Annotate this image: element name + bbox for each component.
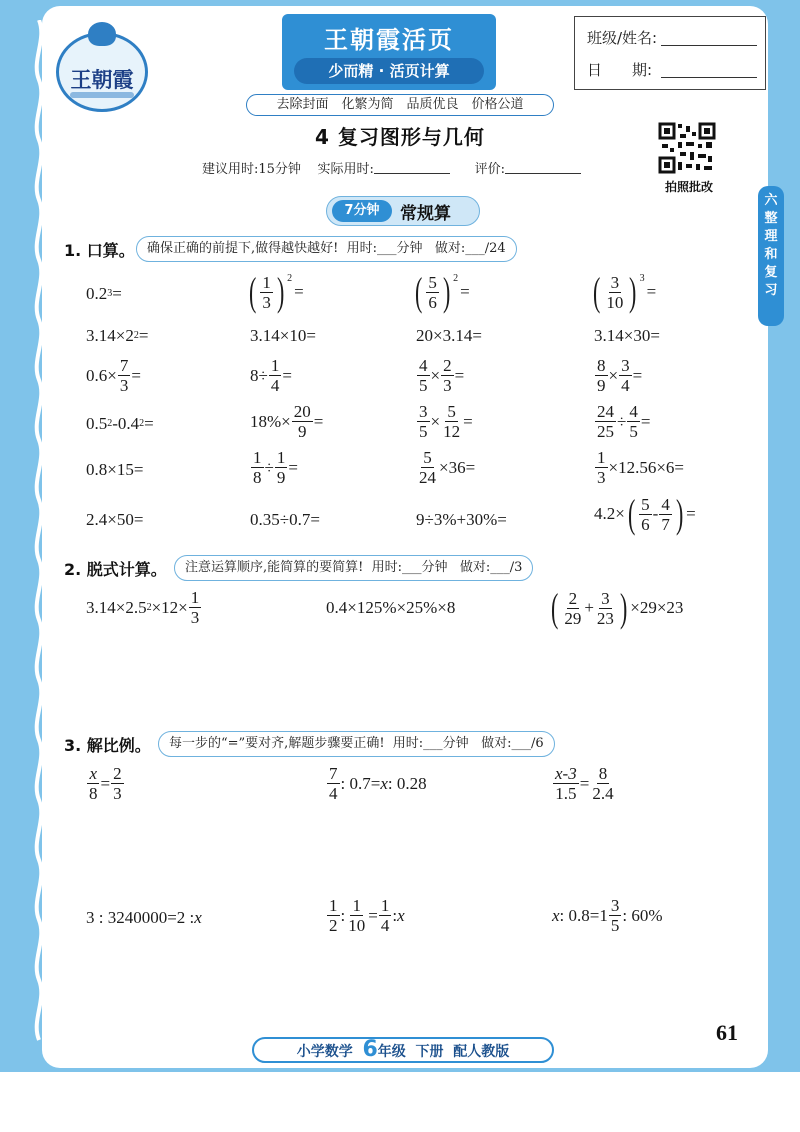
math-token: 4 (419, 356, 428, 375)
math-paren: ( (550, 585, 559, 630)
q1-item (86, 326, 148, 346)
math-token: 24 (597, 402, 614, 421)
q3-item (326, 896, 405, 935)
math-token: 0.2 (86, 284, 108, 303)
math-token: x (552, 905, 560, 925)
math-token (292, 402, 313, 441)
publisher-logo (56, 22, 148, 118)
math-token: = (288, 457, 298, 477)
math-token: = (640, 411, 651, 431)
math-token: x (397, 905, 405, 925)
math-token (609, 896, 622, 935)
math-token (379, 896, 392, 935)
math-token: 4 (621, 376, 630, 395)
q1-item (86, 356, 141, 395)
math-token: = (632, 365, 643, 385)
evaluation-field[interactable] (505, 162, 581, 174)
side-tab-char: 整 (764, 211, 778, 226)
footer-term: 下册 (415, 1044, 444, 1060)
section-banner (326, 196, 480, 226)
math-token (553, 764, 579, 803)
actual-time-field[interactable] (374, 162, 450, 174)
math-token: 23 (596, 608, 614, 628)
math-token: x (194, 908, 202, 927)
math-token: + (584, 598, 594, 617)
math-token: 5 (423, 448, 432, 467)
math-token: 1 (352, 896, 361, 915)
math-token: 1 (253, 448, 262, 467)
math-token: 3.14×2.5 (86, 597, 147, 617)
math-token: x (89, 764, 98, 783)
math-token: 2 (453, 273, 459, 284)
suggested-time: 建议用时:15分钟 (202, 162, 301, 177)
q1-title: 1. 口算。 (64, 241, 135, 260)
math-token: 18%× (250, 411, 291, 431)
brand-subtitle: 少而精 · 活页计算 (294, 58, 484, 84)
qr-label: 拍照批改 (664, 180, 713, 194)
math-paren: ) (276, 269, 285, 314)
math-token: × (608, 365, 619, 385)
math-token (595, 402, 616, 441)
math-token: 3 (190, 608, 200, 627)
math-token: 12 (443, 422, 461, 441)
left-wavy-border (30, 20, 48, 1060)
math-token: 2 (146, 601, 152, 613)
math-token: = (454, 365, 465, 385)
math-token: 2 (107, 418, 113, 429)
math-token: 8 (598, 764, 608, 783)
math-token: 7 (119, 356, 129, 375)
q1-item (86, 414, 154, 434)
q1-item (416, 356, 464, 395)
math-token: = (579, 773, 590, 793)
math-token (327, 896, 340, 935)
math-token: ×29×23 (630, 598, 684, 617)
math-token: = (313, 411, 324, 431)
math-token (417, 448, 438, 487)
q1-item: 0.8×15= (86, 460, 144, 479)
math-token: 5 (610, 916, 620, 935)
math-token: 7 (329, 764, 338, 783)
math-token (269, 356, 282, 395)
brand-title: 王朝霞活页 (324, 26, 454, 54)
side-tab-char: 习 (764, 283, 778, 298)
math-token: 5 (629, 422, 638, 441)
math-token (639, 495, 652, 534)
math-token: : 0.8=1 (559, 905, 608, 925)
math-token: 2 (113, 764, 122, 783)
q1-item: 2.4×50= (86, 510, 144, 529)
side-tab-char: 六 (764, 193, 778, 208)
class-name-label: 班级/姓名: (587, 29, 658, 47)
math-token: 3 (610, 896, 620, 915)
math-token: 3 (443, 376, 452, 395)
math-token (426, 273, 439, 312)
math-token (189, 588, 202, 627)
math-token: = (282, 365, 292, 385)
math-token (417, 402, 430, 441)
math-token (275, 448, 288, 487)
math-token (118, 356, 131, 395)
q1-item (250, 356, 292, 395)
math-token: 10 (606, 292, 624, 312)
math-token: 1 (190, 588, 200, 607)
math-token: 8÷ (250, 365, 268, 385)
math-token: 3 : 3240000=2 : (86, 908, 195, 927)
math-token (441, 356, 454, 395)
math-token (627, 402, 640, 441)
math-token: = (368, 905, 378, 925)
math-token: 4 (380, 916, 390, 935)
math-token: 6 (641, 514, 650, 534)
math-paren: ( (414, 269, 423, 314)
q1-item (416, 448, 475, 487)
qr-code-icon[interactable] (658, 122, 716, 174)
chapter-side-tab (758, 186, 784, 326)
math-token: 2 (443, 356, 452, 375)
q1-item: 3.14×30= (594, 326, 660, 345)
math-token (346, 896, 367, 935)
math-token: 3 (621, 356, 630, 375)
math-token: x (380, 773, 388, 793)
right-wavy-border (752, 20, 770, 1060)
math-token: = (144, 414, 154, 433)
math-token: 1 (262, 272, 271, 292)
math-token: 5 (447, 402, 456, 421)
q1-item (594, 448, 684, 487)
math-token: 0.6× (86, 365, 117, 385)
math-token: : 0.28 (387, 773, 427, 793)
math-token (595, 356, 608, 395)
math-token: ×12.56×6= (608, 457, 685, 477)
footer-subject: 小学数学 (296, 1044, 353, 1060)
logo-crest-icon (88, 22, 116, 46)
math-token (327, 764, 340, 803)
q1-item (590, 269, 657, 314)
q1-item (416, 402, 473, 441)
math-token: 10 (348, 916, 366, 935)
math-token: 8 (597, 356, 606, 375)
math-token: 0.5 (86, 414, 108, 433)
math-token (590, 764, 615, 803)
side-tab-char: 理 (764, 229, 778, 244)
footer-edition: 配人教版 (453, 1044, 510, 1060)
math-token (595, 589, 616, 628)
math-token: 25 (597, 422, 614, 441)
math-token: 2 (287, 273, 293, 284)
math-token: = (294, 282, 304, 301)
math-token (562, 589, 583, 628)
page-number: 61 (716, 1020, 738, 1045)
math-token: 9 (276, 468, 286, 487)
math-token: 2 (133, 330, 139, 341)
q1-item: 20×3.14= (416, 326, 482, 345)
q3-item (86, 908, 202, 928)
math-token: 2 (139, 418, 145, 429)
math-token: 3 (601, 588, 610, 608)
math-token (260, 273, 273, 312)
math-token: 8 (253, 468, 262, 487)
logo-underline (70, 92, 134, 98)
math-token (441, 402, 462, 441)
math-token: 4 (629, 402, 638, 421)
q3-title: 3. 解比例。 (64, 736, 151, 755)
q1-item (594, 491, 696, 536)
q1-item: 0.35÷0.7= (250, 510, 320, 529)
evaluation-label: 评价: (474, 162, 506, 177)
math-token: 3 (107, 288, 113, 299)
math-paren: ) (675, 491, 684, 536)
math-token: 29 (564, 608, 582, 628)
q2-title: 2. 脱式计算。 (64, 560, 167, 579)
timing-line (202, 158, 581, 177)
q1-item (250, 448, 298, 487)
q2-tip: 注意运算顺序,能简算的要简算! 用时:___分钟 做对:___/3 (174, 555, 533, 581)
q1-item (86, 284, 122, 304)
q1-tip: 确保正确的前提下,做得越快越好! 用时:___分钟 做对:___/24 (136, 236, 517, 262)
math-paren: ( (592, 269, 601, 314)
math-token: x-3 (555, 764, 577, 783)
math-token (87, 764, 100, 803)
student-info-box (574, 16, 766, 90)
q1-item (594, 402, 650, 441)
math-token: : 60% (622, 905, 663, 925)
math-token: 9 (597, 376, 606, 395)
footer-grade-text: 年级 (377, 1044, 406, 1060)
math-token: = (463, 411, 473, 431)
math-token: 3.14×2 (86, 326, 134, 345)
q1-item (412, 269, 470, 314)
math-token (251, 448, 264, 487)
math-token: 5 (419, 376, 428, 395)
math-token: 1 (380, 896, 390, 915)
math-token: 1 (276, 448, 286, 467)
footer-grade-number: 6 (362, 1037, 378, 1062)
q1-item (250, 402, 323, 441)
actual-time-label: 实际用时: (317, 162, 374, 177)
slogan-bar: 去除封面 化繁为简 品质优良 价格公道 (246, 94, 554, 116)
math-token: = (138, 326, 149, 345)
math-paren: ) (442, 269, 451, 314)
math-token: 8 (89, 784, 98, 803)
math-paren: ) (619, 585, 628, 630)
q3-item (86, 764, 125, 803)
math-token (595, 448, 608, 487)
math-token: ×12× (151, 597, 188, 617)
math-token: : 0.7= (340, 773, 381, 793)
math-token: 1 (270, 356, 280, 375)
math-token: 3 (419, 402, 428, 421)
math-token: 4 (661, 494, 670, 514)
q3-item (552, 764, 617, 803)
math-token: 6 (428, 292, 437, 312)
section-label: 常规算 (400, 204, 451, 224)
math-token: = (131, 365, 141, 385)
math-token: × (430, 411, 441, 431)
math-token: 4.2× (594, 504, 625, 523)
math-token: = (686, 504, 696, 523)
q1-item: 9÷3%+30%= (416, 510, 507, 529)
math-token: 1 (597, 448, 606, 467)
math-token: 2 (568, 588, 578, 608)
q3-item (552, 896, 663, 935)
date-field[interactable] (661, 77, 757, 78)
lesson-title: 4 复习图形与几何 (315, 125, 485, 149)
math-token: -0.4 (112, 414, 140, 433)
q1-item (246, 269, 304, 314)
footer-bar (252, 1037, 554, 1063)
math-token: 1.5 (555, 784, 577, 803)
math-token: - (652, 504, 659, 523)
logo-text: 王朝霞 (70, 67, 134, 92)
math-token: 1 (329, 896, 338, 915)
math-token: 7 (661, 514, 670, 534)
math-token (659, 495, 672, 534)
math-token: 24 (419, 468, 436, 487)
math-token: = (112, 284, 122, 303)
side-tab-char: 复 (764, 265, 778, 280)
q2-item (86, 588, 202, 627)
math-paren: ( (248, 269, 257, 314)
math-token: ×36= (439, 457, 476, 477)
math-token: : (340, 905, 346, 925)
math-token: 3 (119, 376, 129, 395)
math-token: 4 (329, 784, 338, 803)
q1-item: 3.14×10= (250, 326, 316, 345)
math-token: 5 (419, 422, 428, 441)
side-tab-char: 和 (764, 247, 778, 262)
math-token: = (460, 282, 470, 301)
math-token: 3 (113, 784, 122, 803)
math-token: 5 (641, 494, 650, 514)
math-token: : (392, 905, 398, 925)
q1-item (594, 356, 642, 395)
math-token (417, 356, 430, 395)
date-label: 日 期: (587, 61, 653, 79)
q2-item (548, 585, 684, 630)
math-token (604, 273, 625, 312)
section-minutes: 7分钟 (332, 200, 392, 222)
brand-banner (282, 14, 496, 90)
math-token: ÷ (617, 411, 627, 431)
math-paren: ( (627, 491, 636, 536)
q2-item: 0.4×125%×25%×8 (326, 598, 456, 617)
math-paren: ) (629, 269, 637, 314)
math-token: 2 (329, 916, 338, 935)
q3-item (326, 764, 427, 803)
math-token: 5 (428, 272, 437, 292)
math-token: = (646, 282, 657, 301)
math-token: 20 (293, 402, 311, 421)
math-token: 2.4 (592, 784, 614, 803)
math-token: = (100, 773, 111, 793)
math-token: × (430, 365, 441, 385)
class-name-field[interactable] (661, 45, 757, 46)
math-token: 3 (610, 272, 620, 292)
math-token: 3 (262, 292, 271, 312)
math-token: ÷ (264, 457, 274, 477)
math-token: 9 (298, 422, 307, 441)
math-token: 4 (270, 376, 280, 395)
math-token: 3 (597, 468, 606, 487)
math-token (111, 764, 124, 803)
math-token: 3 (639, 273, 645, 284)
q3-tip: 每一步的“=”要对齐,解题步骤要正确! 用时:___分钟 做对:___/6 (158, 731, 555, 757)
math-token (619, 356, 632, 395)
